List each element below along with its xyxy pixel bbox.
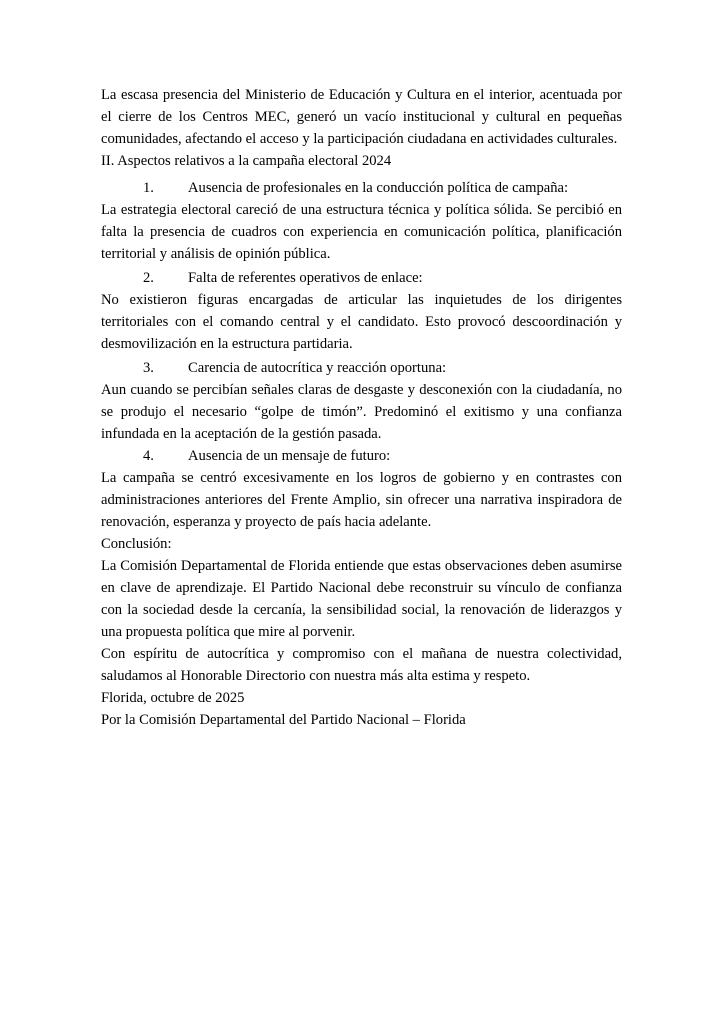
section-heading: II. Aspectos relativos a la campaña electoral 2024 <box>101 153 392 169</box>
date-line: Florida, octubre de 2025 <box>101 690 245 706</box>
list-item-4-title: Ausencia de un mensaje de futuro: <box>188 448 391 464</box>
list-item-1-number: 1. <box>143 180 154 196</box>
document-content <box>101 84 622 731</box>
intro-paragraph: La escasa presencia del Ministerio de Educación y Cultura en el interior, acentuada por el cierre de los Centros MEC, generó un vacío institucional y cultural en pequeñas comunidades, afectando el acceso y la participación ciudadana en actividades culturales. <box>101 87 622 147</box>
conclusion-heading: Conclusión: <box>101 536 172 552</box>
list-item-4-body: La campaña se centró excesivamente en los logros de gobierno y en contrastes con administraciones anteriores del Frente Amplio, sin ofrecer una narrativa inspiradora de renovación, esperanza y proyecto de país hacia adelante. <box>101 470 622 530</box>
conclusion-paragraph: La Comisión Departamental de Florida entiende que estas observaciones deben asumirse en clave de aprendizaje. El Partido Nacional debe reconstruir su vínculo de confianza con la sociedad desde la cercanía, la sensibilidad social, la renovación de liderazgos y una propuesta política que mire al porvenir. <box>101 558 622 640</box>
list-item-4-number: 4. <box>143 448 154 464</box>
list-item-2-title: Falta de referentes operativos de enlace: <box>188 270 423 286</box>
closing-paragraph: Con espíritu de autocrítica y compromiso con el mañana de nuestra colectividad, saludamos al Honorable Directorio con nuestra más alta estima y respeto. <box>101 646 622 684</box>
list-item-3-body: Aun cuando se percibían señales claras de desgaste y desconexión con la ciudadanía, no se produjo el necesario “golpe de timón”. Predominó el exitismo y una confianza infundada en la aceptación de la gestión pasada. <box>101 382 622 442</box>
list-item-2-body: No existieron figuras encargadas de articular las inquietudes de los dirigentes territoriales con el comando central y el candidato. Esto provocó descoordinación y desmovilización en la estructura partidaria. <box>101 292 622 352</box>
list-item-2 <box>101 267 622 289</box>
list-item-1-title: Ausencia de profesionales en la conducción política de campaña: <box>188 180 569 196</box>
list-item-3-title: Carencia de autocrítica y reacción oportuna: <box>188 360 447 376</box>
list-item-4 <box>101 445 622 467</box>
list-item-1 <box>101 177 622 199</box>
list-item-3-number: 3. <box>143 360 154 376</box>
list-item-3 <box>101 357 622 379</box>
list-item-2-number: 2. <box>143 270 154 286</box>
list-item-1-body: La estrategia electoral careció de una estructura técnica y política sólida. Se percibió en falta la presencia de cuadros con experiencia en comunicación política, planificación territorial y análisis de opinión pública. <box>101 202 622 262</box>
signature-line: Por la Comisión Departamental del Partido Nacional – Florida <box>101 712 466 728</box>
